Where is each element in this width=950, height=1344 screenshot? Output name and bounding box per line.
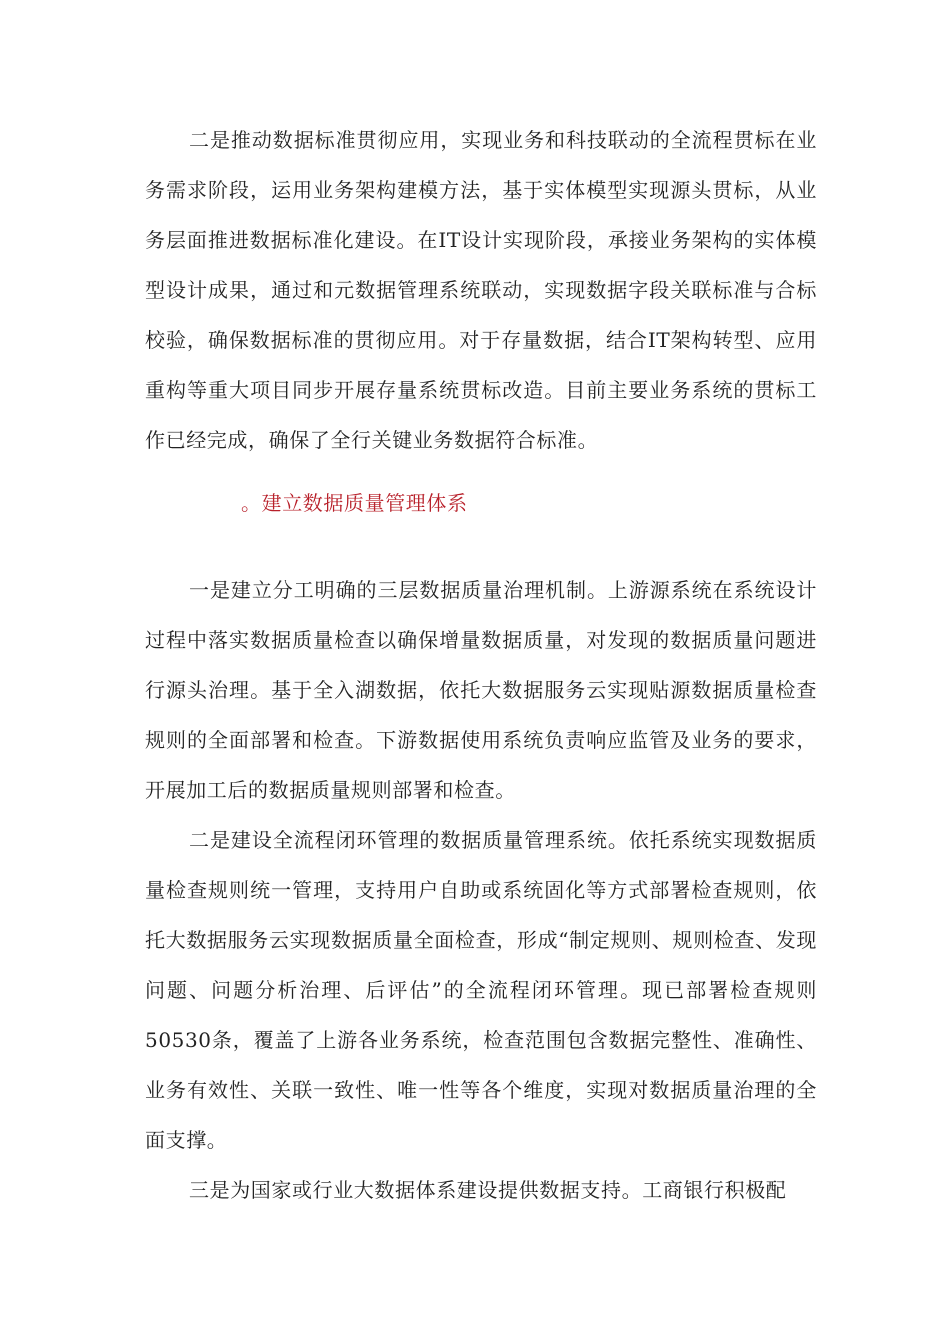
paragraph-closed-loop-system [145,815,817,1165]
paragraph-standards-application [145,115,817,465]
paragraph-three-layer-mechanism [145,565,817,815]
paragraph-text: 二是推动数据标准贯彻应用，实现业务和科技联动的全流程贯标在业务需求阶段，运用业务架构建模方法，基于实体模型实现源头贯标，从业务层面推进数据标准化建设。在IT设计实现阶段，承接业务架构的实体模型设计成果，通过和元数据管理系统联动，实现数据字段关联标准与合标校验，确保数据标准的贯彻应用。对于存量数据，结合IT架构转型、应用重构等重大项目同步开展存量系统贯标改造。目前主要业务系统的贯标工作已经完成，确保了全行关键业务数据符合标准。 [145,128,817,452]
section-heading-data-quality: 。建立数据质量管理体系 [241,491,468,515]
paragraph-text: 二是建设全流程闭环管理的数据质量管理系统。依托系统实现数据质量检查规则统一管理，支持用户自助或系统固化等方式部署检查规则，依托大数据服务云实现数据质量全面检查，形成“制定规则、规则检查、发现问题、问题分析治理、后评估”的全流程闭环管理。现已部署检查规则50530条，覆盖了上游各业务系统，检查范围包含数据完整性、准确性、业务有效性、关联一致性、唯一性等各个维度，实现对数据质量治理的全面支撑。 [145,828,817,1152]
paragraph-text: 三是为国家或行业大数据体系建设提供数据支持。工商银行积极配 [189,1178,787,1202]
paragraph-text: 一是建立分工明确的三层数据质量治理机制。上游源系统在系统设计过程中落实数据质量检查以确保增量数据质量，对发现的数据质量问题进行源头治理。基于全入湖数据，依托大数据服务云实现贴源数据质量检查规则的全面部署和检查。下游数据使用系统负责响应监管及业务的要求，开展加工后的数据质量规则部署和检查。 [145,578,817,802]
paragraph-national-support [145,1165,817,1215]
